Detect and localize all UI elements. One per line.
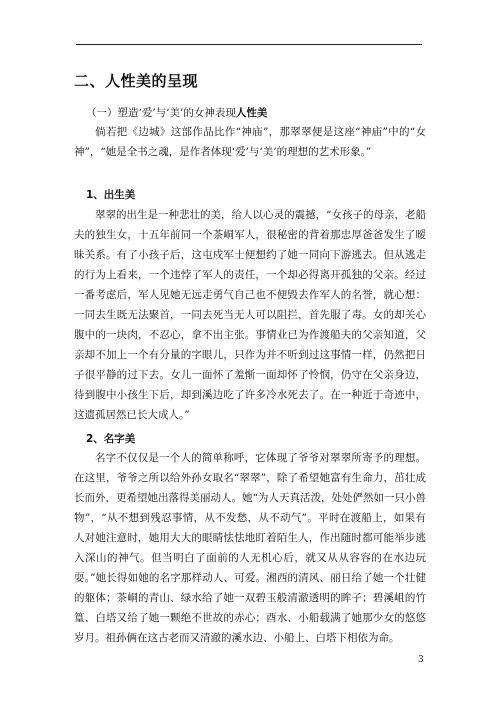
subsection-title-prefix: （一）塑造‘爱’与‘美’的女神表现 xyxy=(86,107,236,119)
header-rule xyxy=(76,44,422,45)
paragraph-birth-beauty: 翠翠的出生是一种悲壮的美，给人以心灵的震撼，“女孩子的母亲，老船夫的独生女，十五年前同一个茶峒军人，很秘密的背着那忠厚爸爸发生了暧昧关系。有了小孩子后，这屯戍军士便想约了她一同向下游逃去。但从逃走的行为上看来，一个违悖了军人的责任，一个却必得离开孤独的父亲。经过一番考虑后，军人见她无远走勇气自己也不便毁去作军人的名誉，就心想：一同去生既无法聚首，一同去死当无人可以阻拦，首先服了毒。女的却关心腹中的一块肉，不忍心，拿不出主张。事情业已为作渡船夫的父亲知道，父亲却不加上一个有分量的字眼儿，只作为并不听到过这事情一样，仍然把日子很平静的过下去。女儿一面怀了羞惭一面却怀了怜悯，仍守在父亲身边，待到腹中小孩生下后，却到溪边吃了许多冷水死去了。在一种近于奇迹中，这遗孤居然已长大成人。” xyxy=(74,209,426,421)
section-title: 二、人性美的呈现 xyxy=(74,72,199,90)
subsection-title xyxy=(86,105,267,120)
intro-paragraph: 倘若把《边城》这部作品比作“神庙”，那翠翠便是这座“神庙”中的“女神”，“她是全书之魂，是作者体现‘爱’与‘美’的理想的艺术形象。” xyxy=(74,126,426,158)
page-number: 3 xyxy=(418,655,424,665)
heading-birth-beauty: 1、出生美 xyxy=(86,189,136,201)
subsection-title-bold: 人性美 xyxy=(235,107,268,119)
paragraph-name-beauty: 名字不仅仅是一个人的简单称呼，它体现了爷爷对翠翠所寄予的理想。在这里，爷爷之所以给外孙女取名“翠翠”，除了希望她富有生命力，茁壮成长而外，更希望她出落得美丽动人。她“为人天真活泼，处处俨然如一只小兽物”，“从不想到残忍事情，从不发愁，从不动气”。平时在渡船上，如果有人对她注意时，她用大大的眼睛怯怯地盯着陌生人，作出随时都可能举步逃入深山的神气。但当明白了面前的人无机心后，就又从从容容的在水边玩耍。”她长得如她的名字那样动人、可爱。湘西的清风、丽日给了她一个壮健的躯体；茶峒的青山、绿水给了她一双碧玉般清澈透明的眸子；碧溪岨的竹篁、白塔又给了她一颗绝不世故的赤心；酉水、小船载满了她那少女的悠悠岁月。祖孙俩在这古老而又清澈的溪水边、小船上、白塔下相依为命。 xyxy=(74,452,426,644)
heading-name-beauty: 2、名字美 xyxy=(86,433,136,445)
